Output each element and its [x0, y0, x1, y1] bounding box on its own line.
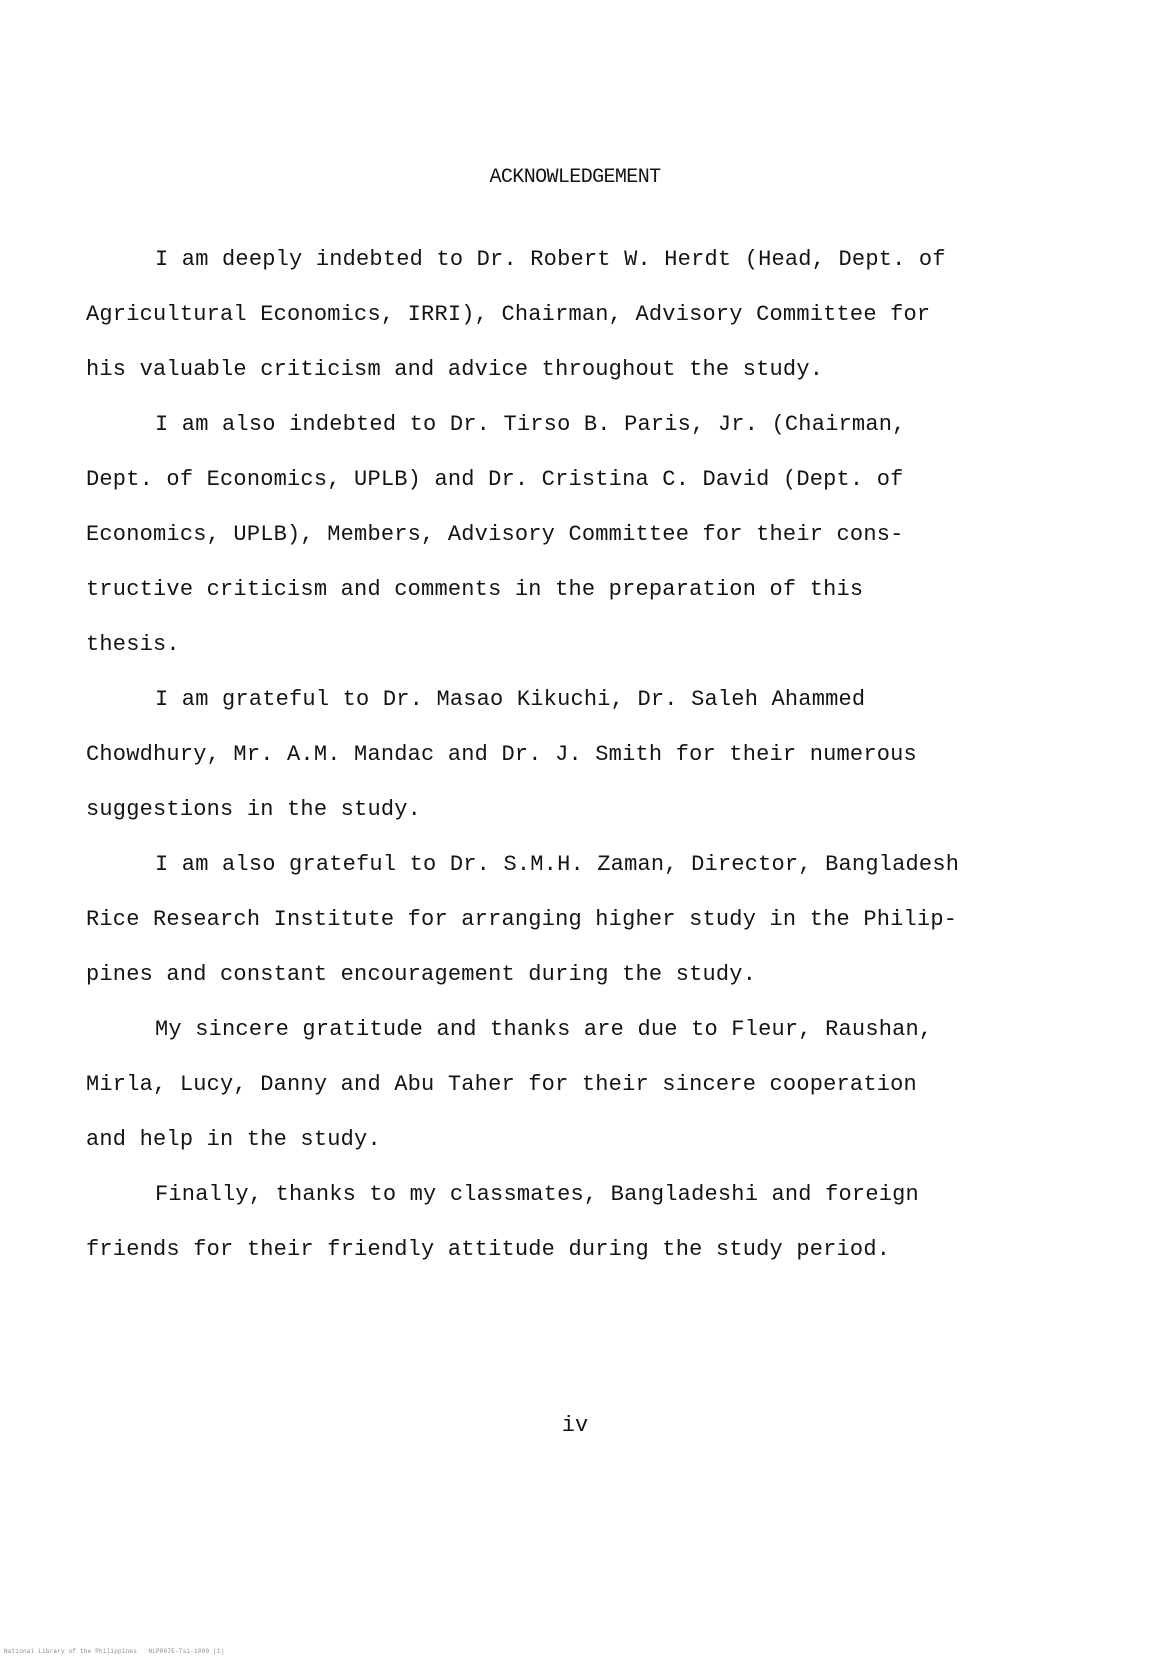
- text-line: My sincere gratitude and thanks are due to Fleur, Raushan,: [155, 1017, 933, 1042]
- text-line: Finally, thanks to my classmates, Bangladeshi and foreign: [155, 1182, 919, 1207]
- page-number: iv: [561, 1413, 589, 1438]
- text-line: Rice Research Institute for arranging higher study in the Philip-: [86, 907, 958, 932]
- acknowledgement-body: [86, 232, 991, 1277]
- text-line: and help in the study.: [86, 1127, 381, 1152]
- text-line: tructive criticism and comments in the preparation of this: [86, 577, 864, 602]
- text-line: I am grateful to Dr. Masao Kikuchi, Dr. Saleh Ahammed: [155, 687, 866, 712]
- text-line: I am also indebted to Dr. Tirso B. Paris, Jr. (Chairman,: [155, 412, 906, 437]
- text-line: his valuable criticism and advice throughout the study.: [86, 357, 824, 382]
- archive-footer-stamp: National Library of the Philippines NLPR07E-Tsi-1000 (1): [4, 1648, 225, 1655]
- text-line: pines and constant encouragement during the study.: [86, 962, 757, 987]
- text-line: Economics, UPLB), Members, Advisory Committee for their cons-: [86, 522, 904, 547]
- page-title: ACKNOWLEDGEMENT: [489, 166, 661, 189]
- text-line: Mirla, Lucy, Danny and Abu Taher for their sincere cooperation: [86, 1072, 917, 1097]
- text-line: I am also grateful to Dr. S.M.H. Zaman, Director, Bangladesh: [155, 852, 960, 877]
- paragraph-cooperation: [86, 1002, 991, 1167]
- text-line: friends for their friendly attitude during the study period.: [86, 1237, 891, 1262]
- text-line: thesis.: [86, 632, 180, 657]
- paragraph-committee-members: [86, 397, 991, 672]
- text-line: suggestions in the study.: [86, 797, 422, 822]
- paragraph-suggestions: [86, 672, 991, 837]
- text-line: Chowdhury, Mr. A.M. Mandac and Dr. J. Smith for their numerous: [86, 742, 917, 767]
- text-line: Agricultural Economics, IRRI), Chairman, Advisory Committee for: [86, 302, 931, 327]
- paragraph-classmates: [86, 1167, 991, 1277]
- paragraph-director: [86, 837, 991, 1002]
- paragraph-advisor: [86, 232, 991, 397]
- text-line: Dept. of Economics, UPLB) and Dr. Cristina C. David (Dept. of: [86, 467, 904, 492]
- text-line: I am deeply indebted to Dr. Robert W. Herdt (Head, Dept. of: [155, 247, 946, 272]
